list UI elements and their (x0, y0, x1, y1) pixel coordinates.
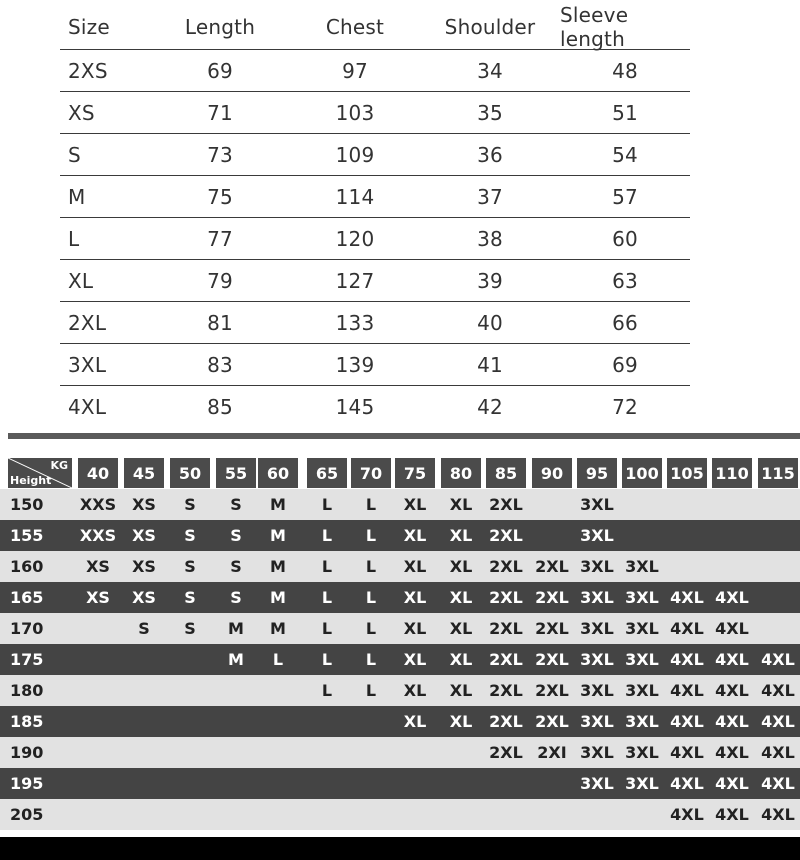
size-cell: 4XL (761, 805, 795, 824)
size-cell: XS (132, 526, 156, 545)
section-divider (8, 433, 800, 439)
height-row (0, 582, 800, 613)
size-cell: 4XL (670, 619, 704, 638)
measurement-value: 66 (612, 310, 638, 335)
weight-column-header: 110 (712, 458, 752, 488)
height-label: 155 (10, 526, 44, 545)
measurement-value: 72 (612, 395, 638, 419)
size-cell: L (365, 681, 377, 700)
weight-column-header: 95 (577, 458, 617, 488)
weight-column-header: 50 (170, 458, 210, 488)
header-length: Length (184, 14, 256, 39)
measurement-value: 81 (207, 310, 233, 335)
height-label: 165 (10, 588, 44, 607)
size-label: 4XL (68, 395, 107, 419)
size-cell: S (230, 526, 242, 545)
measurement-value: 145 (335, 395, 375, 419)
measurement-value: 51 (612, 100, 638, 125)
size-label: M (68, 184, 86, 209)
size-cell: 2XL (489, 619, 523, 638)
size-cell: 3XL (625, 681, 659, 700)
size-cell: L (365, 495, 377, 514)
size-cell: M (270, 557, 286, 576)
size-cell: 2XL (535, 681, 569, 700)
size-cell: S (138, 619, 150, 638)
size-cell: 2XI (537, 743, 567, 762)
size-cell: L (365, 650, 377, 669)
height-row (0, 768, 800, 799)
height-row (0, 551, 800, 582)
size-cell: XL (449, 650, 473, 669)
size-cell: 4XL (715, 774, 749, 793)
size-cell: XL (403, 681, 427, 700)
measurement-value: 127 (335, 268, 375, 293)
size-cell: L (321, 526, 333, 545)
size-cell: 3XL (580, 557, 614, 576)
height-label: 190 (10, 743, 44, 762)
measurement-value: 34 (477, 58, 503, 83)
measurement-value: 54 (612, 142, 638, 167)
size-cell: M (270, 588, 286, 607)
size-label: XS (68, 100, 95, 125)
size-cell: 4XL (761, 712, 795, 731)
size-cell: 2XL (489, 495, 523, 514)
size-cell: 3XL (580, 712, 614, 731)
size-cell: 4XL (670, 681, 704, 700)
size-cell: 2XL (535, 650, 569, 669)
size-cell: XL (449, 526, 473, 545)
size-cell: 2XL (535, 557, 569, 576)
weight-column-header: 45 (124, 458, 164, 488)
size-cell: 3XL (625, 743, 659, 762)
header-shoulder: Shoulder (444, 14, 536, 39)
measurement-value: 73 (207, 142, 233, 167)
corner-kg-label: KG (50, 459, 68, 472)
size-cell: L (321, 681, 333, 700)
measurement-value: 60 (612, 226, 638, 251)
size-cell: XL (403, 588, 427, 607)
size-cell: 4XL (761, 743, 795, 762)
size-cell: S (184, 588, 196, 607)
size-cell: 4XL (670, 650, 704, 669)
measurement-value: 133 (335, 310, 375, 335)
weight-column-header: 55 (216, 458, 256, 488)
size-cell: 3XL (625, 588, 659, 607)
size-cell: XL (449, 681, 473, 700)
height-label: 195 (10, 774, 44, 793)
measurement-value: 71 (207, 100, 233, 125)
measurement-value: 48 (612, 58, 638, 83)
size-cell: 3XL (580, 743, 614, 762)
height-row (0, 737, 800, 768)
measurement-row (60, 218, 690, 260)
size-cell: L (272, 650, 284, 669)
size-cell: XS (86, 588, 110, 607)
corner-cell (8, 458, 72, 488)
measurement-value: 97 (342, 58, 368, 83)
measurement-body (60, 50, 690, 428)
size-cell: 3XL (580, 619, 614, 638)
height-row (0, 489, 800, 520)
size-cell: 4XL (715, 681, 749, 700)
size-cell: 2XL (489, 743, 523, 762)
header-size: Size (68, 14, 110, 39)
size-cell: 2XL (489, 712, 523, 731)
size-cell: 3XL (625, 650, 659, 669)
size-cell: M (270, 495, 286, 514)
height-label: 205 (10, 805, 44, 824)
measurement-value: 79 (207, 268, 233, 293)
size-cell: 4XL (670, 588, 704, 607)
size-cell: XS (132, 588, 156, 607)
measurement-value: 38 (477, 226, 503, 251)
height-label: 175 (10, 650, 44, 669)
size-cell: 3XL (625, 774, 659, 793)
size-cell: XXS (79, 526, 117, 545)
size-cell: M (228, 619, 244, 638)
measurement-header-row (60, 0, 690, 50)
measurement-value: 37 (477, 184, 503, 209)
measurement-value: 114 (335, 184, 375, 209)
size-cell: 4XL (670, 712, 704, 731)
size-cell: M (270, 526, 286, 545)
size-cell: 3XL (625, 712, 659, 731)
measurement-value: 63 (612, 268, 638, 293)
measurement-value: 77 (207, 226, 233, 251)
size-cell: L (321, 650, 333, 669)
size-cell: L (321, 557, 333, 576)
size-cell: XL (403, 495, 427, 514)
size-cell: 2XL (489, 557, 523, 576)
measurement-row (60, 344, 690, 386)
measurement-value: 41 (477, 352, 503, 377)
size-cell: XL (449, 495, 473, 514)
size-cell: 2XL (535, 619, 569, 638)
height-label: 170 (10, 619, 44, 638)
height-row (0, 675, 800, 706)
measurement-value: 39 (477, 268, 503, 293)
size-cell: XL (449, 619, 473, 638)
size-cell: L (321, 495, 333, 514)
measurement-row (60, 134, 690, 176)
corner-height-label: Height (10, 474, 52, 487)
measurement-value: 109 (335, 142, 375, 167)
size-label: S (68, 142, 81, 167)
weight-column-header: 90 (532, 458, 572, 488)
measurement-value: 40 (477, 310, 503, 335)
weight-column-header: 85 (486, 458, 526, 488)
measurement-row (60, 50, 690, 92)
size-cell: 2XL (535, 588, 569, 607)
weight-column-header: 70 (351, 458, 391, 488)
size-label: 2XS (68, 58, 108, 83)
measurement-value: 35 (477, 100, 503, 125)
size-label: L (68, 226, 80, 251)
height-label: 160 (10, 557, 44, 576)
weight-column-header: 105 (667, 458, 707, 488)
size-cell: 2XL (489, 650, 523, 669)
size-cell: XL (403, 557, 427, 576)
size-cell: XL (449, 588, 473, 607)
measurement-value: 139 (335, 352, 375, 377)
size-cell: 4XL (715, 743, 749, 762)
footer-bar (0, 837, 800, 860)
size-cell: XL (449, 712, 473, 731)
measurement-row (60, 302, 690, 344)
size-cell: XL (403, 712, 427, 731)
height-row (0, 706, 800, 737)
measurement-table (60, 0, 690, 428)
size-cell: 3XL (580, 774, 614, 793)
size-cell: 4XL (715, 619, 749, 638)
measurement-row (60, 260, 690, 302)
measurement-row (60, 386, 690, 428)
size-cell: XL (403, 650, 427, 669)
size-cell: 2XL (489, 526, 523, 545)
size-cell: S (184, 495, 196, 514)
size-cell: L (365, 588, 377, 607)
size-cell: S (184, 526, 196, 545)
weight-column-header: 115 (758, 458, 798, 488)
size-cell: 3XL (625, 557, 659, 576)
size-cell: 4XL (670, 774, 704, 793)
measurement-value: 69 (207, 58, 233, 83)
size-cell: 4XL (761, 650, 795, 669)
size-cell: 4XL (715, 650, 749, 669)
size-cell: XL (403, 619, 427, 638)
size-cell: 3XL (580, 495, 614, 514)
size-cell: 3XL (580, 588, 614, 607)
measurement-value: 120 (335, 226, 375, 251)
header-sleeve-length: Sleeve length (560, 2, 629, 51)
measurement-value: 57 (612, 184, 638, 209)
size-cell: L (321, 619, 333, 638)
weight-column-header: 80 (441, 458, 481, 488)
height-row (0, 644, 800, 675)
size-cell: S (230, 588, 242, 607)
size-cell: XL (449, 557, 473, 576)
size-cell: 4XL (670, 743, 704, 762)
size-cell: 3XL (580, 526, 614, 545)
size-cell: L (321, 588, 333, 607)
weight-column-header: 40 (78, 458, 118, 488)
measurement-row (60, 176, 690, 218)
size-cell: 4XL (715, 805, 749, 824)
measurement-value: 42 (477, 395, 503, 419)
size-label: 2XL (68, 310, 107, 335)
measurement-value: 75 (207, 184, 233, 209)
size-cell: XS (132, 495, 156, 514)
size-cell: 4XL (761, 681, 795, 700)
height-weight-table (0, 455, 800, 830)
size-cell: 4XL (761, 774, 795, 793)
weight-column-header: 65 (307, 458, 347, 488)
size-cell: L (365, 526, 377, 545)
weight-column-header: 60 (258, 458, 298, 488)
size-cell: 3XL (580, 681, 614, 700)
height-label: 180 (10, 681, 44, 700)
measurement-row (60, 92, 690, 134)
header-chest: Chest (325, 14, 385, 39)
height-row (0, 520, 800, 551)
size-label: 3XL (68, 352, 107, 377)
measurement-value: 69 (612, 352, 638, 377)
size-cell: M (270, 619, 286, 638)
measurement-value: 85 (207, 395, 233, 419)
size-label: XL (68, 268, 94, 293)
size-cell: XXS (79, 495, 117, 514)
size-cell: M (228, 650, 244, 669)
size-cell: 4XL (715, 712, 749, 731)
size-cell: 4XL (715, 588, 749, 607)
height-row (0, 613, 800, 644)
weight-header-row (0, 455, 800, 489)
height-row (0, 799, 800, 830)
size-cell: XS (132, 557, 156, 576)
measurement-value: 83 (207, 352, 233, 377)
size-cell: L (365, 619, 377, 638)
height-label: 150 (10, 495, 44, 514)
size-cell: S (230, 557, 242, 576)
size-cell: 2XL (489, 681, 523, 700)
size-cell: XS (86, 557, 110, 576)
size-cell: S (184, 557, 196, 576)
size-cell: XL (403, 526, 427, 545)
size-cell: 4XL (670, 805, 704, 824)
measurement-value: 36 (477, 142, 503, 167)
size-cell: 3XL (625, 619, 659, 638)
size-cell: S (184, 619, 196, 638)
measurement-value: 103 (335, 100, 375, 125)
size-cell: 2XL (489, 588, 523, 607)
size-cell: 3XL (580, 650, 614, 669)
size-cell: L (365, 557, 377, 576)
weight-column-header: 100 (622, 458, 662, 488)
height-weight-body (0, 489, 800, 830)
height-label: 185 (10, 712, 44, 731)
weight-column-header: 75 (395, 458, 435, 488)
size-cell: 2XL (535, 712, 569, 731)
size-cell: S (230, 495, 242, 514)
